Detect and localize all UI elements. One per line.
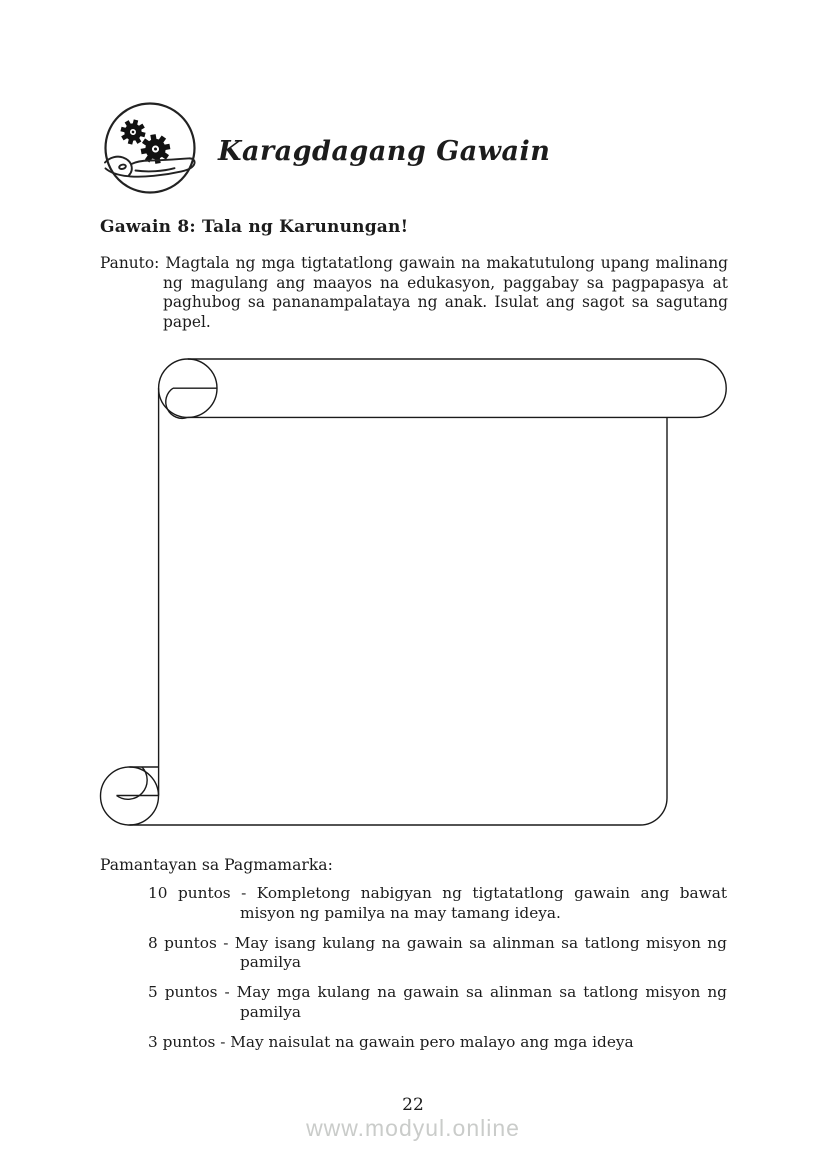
rubric-separator: - (224, 983, 230, 1002)
instructions-text: Magtala ng mga tigtatatlong gawain na makatutulong upang malinang ng magulang ang maayos na edukasyon, paggabay sa pagpapasya at paghubog sa pananampalataya ng anak. Isulat ang sagot sa sagutang papel. (163, 254, 728, 331)
rubric-points: 8 puntos (148, 933, 217, 952)
gears-on-open-hand-icon (102, 100, 198, 196)
scroll-top-roll (188, 359, 726, 417)
instructions-paragraph (100, 254, 728, 332)
rubric-description: Kompletong nabigyan ng tigtatatlong gawain ang bawat misyon ng pamilya na may tamang ideya. (240, 884, 727, 922)
rubric-item (148, 934, 727, 974)
page-title: Karagdagang Gawain (218, 136, 551, 167)
rubric-item (148, 983, 727, 1023)
rubric-description: May mga kulang na gawain sa alinman sa tatlong misyon ng pamilya (236, 983, 727, 1021)
hand-icon (105, 157, 195, 177)
rubric-list (148, 884, 727, 1063)
scroll-body (130, 417, 668, 825)
watermark: www.modyul.online (306, 1115, 520, 1141)
rubric-separator: - (220, 1032, 226, 1051)
rubric-points: 5 puntos (148, 983, 218, 1002)
rubric-description: May isang kulang na gawain sa alinman sa tatlong misyon ng pamilya (234, 933, 727, 972)
rubric-points: 3 puntos (148, 1032, 216, 1051)
activity-heading: Gawain 8: Tala ng Karunungan! (100, 217, 409, 237)
instructions-label: Panuto: (100, 254, 160, 272)
rubric-heading: Pamantayan sa Pagmamarka: (100, 856, 333, 874)
page-number: 22 (402, 1095, 424, 1115)
rubric-separator: - (223, 933, 229, 952)
answer-scroll-shape (97, 356, 737, 832)
rubric-description: May naisulat na gawain pero malayo ang mga ideya (230, 1032, 634, 1051)
rubric-points: 10 puntos (148, 884, 231, 902)
rubric-item (148, 1033, 727, 1053)
rubric-separator: - (241, 884, 247, 902)
rubric-item (148, 884, 727, 924)
